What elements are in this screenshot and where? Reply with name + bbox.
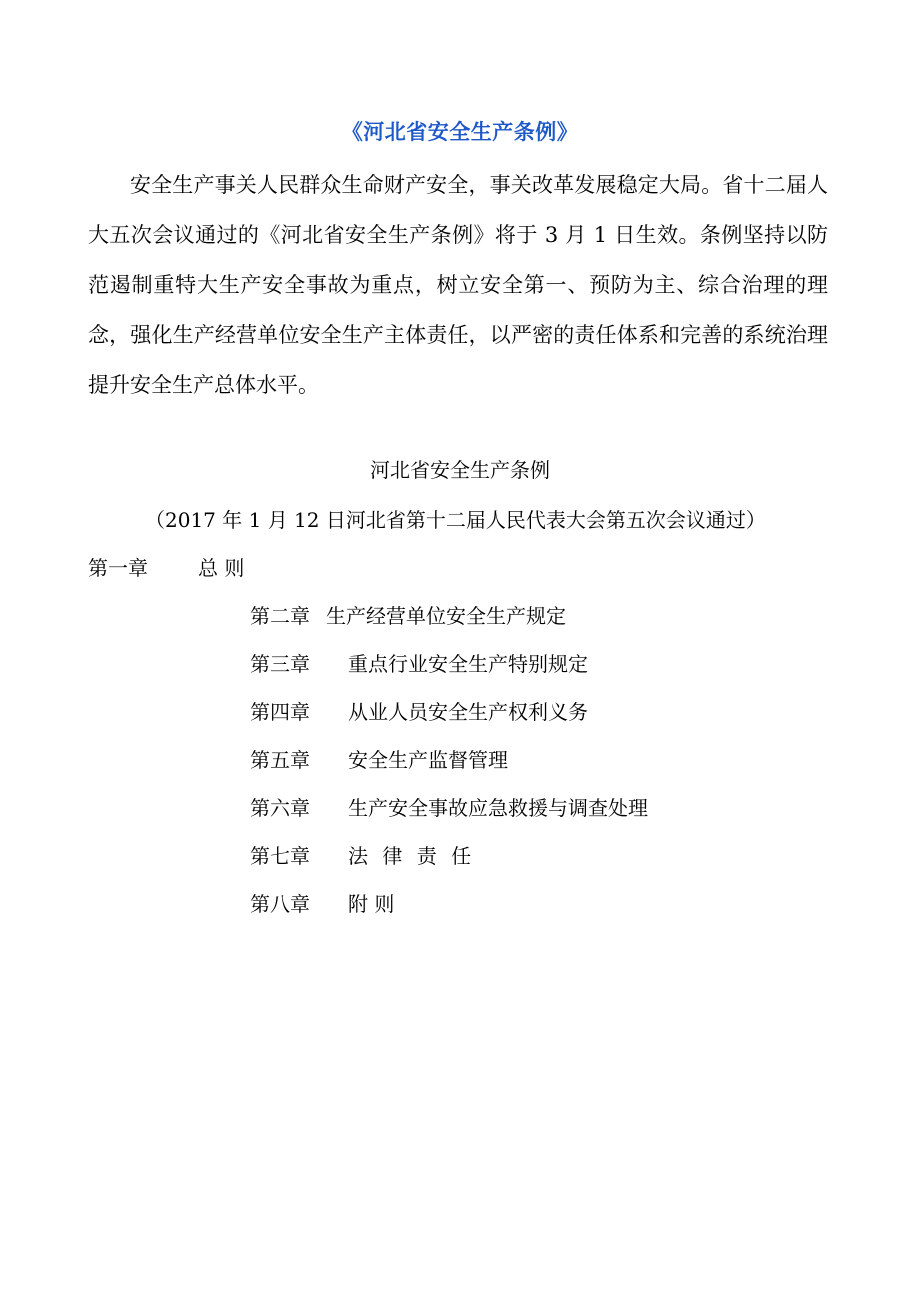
chapter-item [250, 601, 566, 631]
law-title: 河北省安全生产条例 [370, 458, 550, 482]
chapter-number: 第二章 [250, 604, 310, 628]
document-heading: 《河北省安全生产条例》 [341, 120, 579, 144]
chapter-number: 第五章 [250, 748, 310, 772]
chapter-number: 第七章 [250, 844, 310, 868]
chapter-name: 安全生产监督管理 [348, 748, 508, 772]
chapter-name: 法 律 责 任 [348, 844, 476, 868]
chapter-number: 第一章 [88, 556, 148, 580]
chapter-number: 第六章 [250, 796, 310, 820]
chapter-name: 从业人员安全生产权利义务 [348, 700, 588, 724]
chapter-number: 第八章 [250, 892, 310, 916]
chapter-name: 附 则 [348, 892, 395, 916]
chapter-item [250, 697, 588, 727]
chapter-number: 第四章 [250, 700, 310, 724]
chapter-number: 第三章 [250, 652, 310, 676]
chapter-item [250, 649, 588, 679]
adoption-note: （2017 年 1 月 12 日河北省第十二届人民代表大会第五次会议通过） [145, 508, 766, 532]
chapter-name: 重点行业安全生产特别规定 [348, 652, 588, 676]
chapter-item [250, 793, 648, 823]
chapter-item [250, 841, 476, 871]
chapter-name: 生产经营单位安全生产规定 [326, 604, 566, 628]
chapter-name: 总 则 [198, 556, 245, 580]
chapter-item [250, 745, 508, 775]
chapter-item [88, 553, 245, 583]
intro-paragraph: 安全生产事关人民群众生命财产安全，事关改革发展稳定大局。省十二届人大五次会议通过的《河北省安全生产条例》将于 3 月 1 日生效。条例坚持以防范遏制重特大生产安全事故为重点，树立安全第一、预防为主、综合治理的理念，强化生产经营单位安全生产主体责任，以严密的责任体系和完善的系统治理提升安全生产总体水平。 [88, 173, 828, 397]
chapter-item [250, 889, 395, 919]
chapter-name: 生产安全事故应急救援与调查处理 [348, 796, 648, 820]
